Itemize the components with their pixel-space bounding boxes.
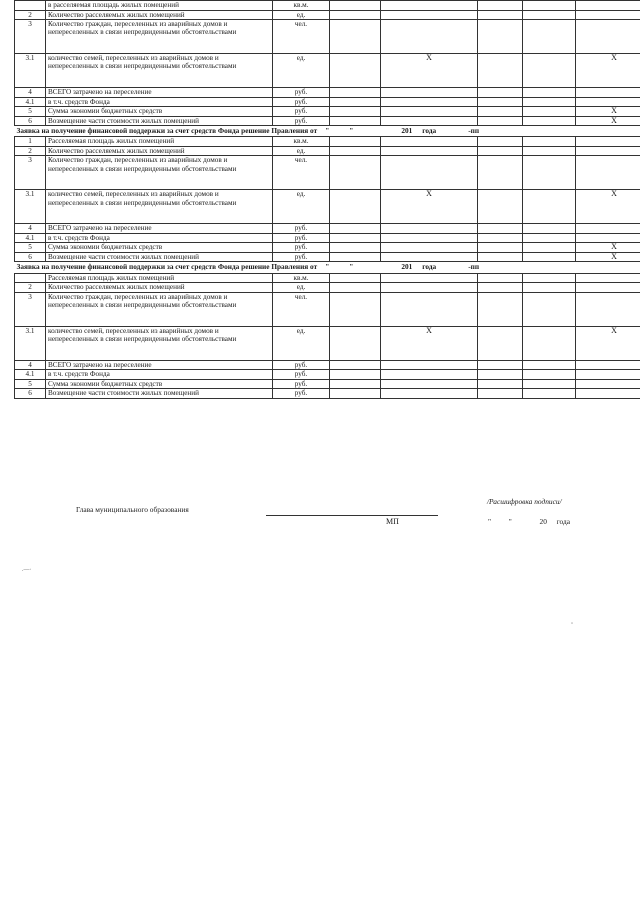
row-number: 4.1 <box>15 233 46 243</box>
row-indicator: количество семей, переселенных из аварийных домов и непереселенных в связи непредвиденными обстоятельствами <box>46 190 273 224</box>
value-cell <box>478 137 523 147</box>
value-cell: X <box>576 252 640 262</box>
row-unit: руб. <box>273 360 330 370</box>
report-table <box>14 0 640 399</box>
date-line <box>488 517 570 526</box>
row-indicator: в т.ч. средств Фонда <box>46 233 273 243</box>
row-unit: руб. <box>273 252 330 262</box>
year-prefix: 201 <box>401 262 413 272</box>
table-row <box>15 116 640 126</box>
value-cell <box>478 146 523 156</box>
row-unit: руб. <box>273 370 330 380</box>
value-cell <box>478 190 523 224</box>
row-indicator: количество семей, переселенных из аварийных домов и непереселенных в связи непредвиденными обстоятельствами <box>46 54 273 88</box>
value-cell <box>478 360 523 370</box>
value-cell <box>523 360 576 370</box>
value-cell <box>381 10 478 20</box>
value-cell: X <box>576 54 640 88</box>
value-cell <box>330 190 381 224</box>
table-row <box>15 88 640 98</box>
value-cell <box>330 146 381 156</box>
table-row <box>15 326 640 360</box>
row-unit: руб. <box>273 97 330 107</box>
row-number: 5 <box>15 379 46 389</box>
row-indicator: в т.ч. средств Фонда <box>46 97 273 107</box>
value-cell <box>523 190 576 224</box>
table-row <box>15 370 640 380</box>
value-cell <box>576 389 640 399</box>
table-row <box>15 156 640 190</box>
value-cell <box>381 88 478 98</box>
value-cell <box>576 146 640 156</box>
value-cell <box>478 326 523 360</box>
value-cell <box>381 137 478 147</box>
decision-suffix: -пп <box>468 262 480 272</box>
value-cell <box>523 97 576 107</box>
value-cell <box>330 389 381 399</box>
value-cell <box>330 107 381 117</box>
value-cell <box>576 360 640 370</box>
row-number: 2 <box>15 10 46 20</box>
value-cell <box>576 10 640 20</box>
signature-line <box>266 515 438 516</box>
value-cell <box>478 1 523 11</box>
row-indicator: ВСЕГО затрачено на переселение <box>46 360 273 370</box>
row-number: 3.1 <box>15 190 46 224</box>
value-cell <box>478 252 523 262</box>
year-word: года <box>422 126 437 135</box>
value-cell <box>330 252 381 262</box>
table-row <box>15 273 640 283</box>
table-row <box>15 137 640 147</box>
row-unit: руб. <box>273 379 330 389</box>
value-cell <box>523 273 576 283</box>
value-cell <box>381 97 478 107</box>
value-cell <box>478 107 523 117</box>
row-indicator: в т.ч. средств Фонда <box>46 370 273 380</box>
value-cell <box>478 233 523 243</box>
row-number: 5 <box>15 243 46 253</box>
value-cell <box>576 379 640 389</box>
value-cell <box>381 360 478 370</box>
row-indicator: ВСЕГО затрачено на переселение <box>46 224 273 234</box>
value-cell <box>523 54 576 88</box>
table-row <box>15 283 640 293</box>
value-cell <box>523 292 576 326</box>
row-number: 4.1 <box>15 370 46 380</box>
row-unit: руб. <box>273 243 330 253</box>
section-heading <box>15 262 640 273</box>
value-cell <box>381 389 478 399</box>
table-row <box>15 1 640 11</box>
value-cell <box>330 137 381 147</box>
row-unit: ед. <box>273 54 330 88</box>
heading-text: Заявка на получение финансовой поддержки за счет средств Фонда решение Правления от <box>16 262 318 272</box>
table-row <box>15 233 640 243</box>
section-heading-row <box>15 126 640 137</box>
row-number: 3 <box>15 292 46 326</box>
year-prefix: 201 <box>401 126 413 135</box>
decision-suffix: -пп <box>468 126 480 135</box>
value-cell <box>523 156 576 190</box>
value-cell <box>523 379 576 389</box>
value-cell <box>381 233 478 243</box>
value-cell <box>478 389 523 399</box>
value-cell <box>381 116 478 126</box>
value-cell <box>523 283 576 293</box>
table-row <box>15 190 640 224</box>
row-unit: руб. <box>273 233 330 243</box>
row-unit: кв.м. <box>273 273 330 283</box>
row-unit: кв.м. <box>273 1 330 11</box>
row-number: 5 <box>15 107 46 117</box>
row-number: 3.1 <box>15 326 46 360</box>
row-unit: ед. <box>273 326 330 360</box>
value-cell <box>478 379 523 389</box>
value-cell <box>523 1 576 11</box>
value-cell <box>576 283 640 293</box>
quote-open: " <box>325 262 330 272</box>
value-cell <box>381 283 478 293</box>
value-cell <box>523 243 576 253</box>
value-cell <box>381 146 478 156</box>
row-number: 4.1 <box>15 97 46 107</box>
table-row <box>15 20 640 54</box>
scan-mark: .—· <box>22 567 32 573</box>
value-cell <box>478 156 523 190</box>
row-unit: чел. <box>273 156 330 190</box>
row-indicator: Сумма экономии бюджетных средств <box>46 379 273 389</box>
row-number: 4 <box>15 224 46 234</box>
value-cell <box>330 156 381 190</box>
value-cell <box>381 273 478 283</box>
row-unit: чел. <box>273 20 330 54</box>
value-cell <box>523 233 576 243</box>
value-cell <box>330 370 381 380</box>
value-cell <box>478 10 523 20</box>
row-unit: ед. <box>273 283 330 293</box>
value-cell <box>330 224 381 234</box>
value-cell <box>330 1 381 11</box>
value-cell <box>576 1 640 11</box>
value-cell <box>330 54 381 88</box>
row-indicator: Сумма экономии бюджетных средств <box>46 243 273 253</box>
value-cell: X <box>576 326 640 360</box>
value-cell <box>381 20 478 54</box>
row-indicator: Возмещение части стоимости жилых помещений <box>46 389 273 399</box>
row-number: 6 <box>15 389 46 399</box>
date-year: 20 <box>539 517 547 526</box>
table-row <box>15 146 640 156</box>
row-indicator: Количество расселяемых жилых помещений <box>46 146 273 156</box>
table-row <box>15 243 640 253</box>
value-cell <box>330 379 381 389</box>
year-word: года <box>422 262 437 272</box>
table-row <box>15 54 640 88</box>
value-cell <box>576 233 640 243</box>
value-cell <box>381 156 478 190</box>
value-cell: X <box>576 190 640 224</box>
value-cell <box>381 379 478 389</box>
row-indicator: Количество расселяемых жилых помещений <box>46 283 273 293</box>
value-cell <box>478 97 523 107</box>
value-cell <box>478 88 523 98</box>
value-cell <box>330 88 381 98</box>
value-cell <box>330 10 381 20</box>
value-cell <box>576 292 640 326</box>
row-number: 3.1 <box>15 54 46 88</box>
table-row <box>15 389 640 399</box>
row-number: 6 <box>15 116 46 126</box>
value-cell: X <box>381 54 478 88</box>
value-cell <box>330 273 381 283</box>
value-cell <box>330 326 381 360</box>
date-word: года <box>556 517 570 526</box>
value-cell <box>330 233 381 243</box>
value-cell <box>381 243 478 253</box>
date-quote-close: " <box>508 517 512 526</box>
value-cell <box>576 20 640 54</box>
value-cell <box>478 243 523 253</box>
row-indicator: Сумма экономии бюджетных средств <box>46 107 273 117</box>
value-cell: X <box>381 326 478 360</box>
section-heading <box>15 126 640 137</box>
value-cell <box>576 97 640 107</box>
value-cell <box>478 54 523 88</box>
table-row <box>15 292 640 326</box>
value-cell <box>523 137 576 147</box>
row-indicator: ВСЕГО затрачено на переселение <box>46 88 273 98</box>
value-cell <box>330 292 381 326</box>
value-cell <box>523 10 576 20</box>
row-number: 4 <box>15 360 46 370</box>
row-indicator: Количество расселяемых жилых помещений <box>46 10 273 20</box>
row-unit: руб. <box>273 389 330 399</box>
row-unit: руб. <box>273 224 330 234</box>
row-indicator: Расселяемая площадь жилых помещений <box>46 273 273 283</box>
table-row <box>15 97 640 107</box>
value-cell <box>576 137 640 147</box>
row-number <box>15 273 46 283</box>
value-cell <box>381 370 478 380</box>
value-cell <box>576 273 640 283</box>
row-unit: ед. <box>273 190 330 224</box>
row-unit: кв.м. <box>273 137 330 147</box>
value-cell <box>330 20 381 54</box>
value-cell <box>523 146 576 156</box>
value-cell <box>478 20 523 54</box>
signature-decode-label: /Расшифровка подписи/ <box>487 497 562 506</box>
table-row <box>15 107 640 117</box>
value-cell <box>330 243 381 253</box>
value-cell: X <box>576 243 640 253</box>
row-number: 1 <box>15 137 46 147</box>
value-cell <box>523 107 576 117</box>
value-cell <box>576 156 640 190</box>
row-number: 2 <box>15 283 46 293</box>
table-row <box>15 379 640 389</box>
value-cell <box>576 88 640 98</box>
table-row <box>15 252 640 262</box>
value-cell <box>523 224 576 234</box>
value-cell <box>523 370 576 380</box>
value-cell <box>330 360 381 370</box>
stamp-label: МП <box>386 517 399 526</box>
value-cell: X <box>576 116 640 126</box>
row-unit: руб. <box>273 107 330 117</box>
row-indicator: в расселяемая площадь жилых помещений <box>46 1 273 11</box>
value-cell: X <box>576 107 640 117</box>
row-indicator: Количество граждан, переселенных из аварийных домов и непереселенных в связи непредвиденными обстоятельствами <box>46 292 273 326</box>
table-row <box>15 224 640 234</box>
table-row <box>15 360 640 370</box>
row-indicator: Количество граждан, переселенных из аварийных домов и непереселенных в связи непредвиденными обстоятельствами <box>46 20 273 54</box>
value-cell <box>381 224 478 234</box>
row-indicator: Возмещение части стоимости жилых помещений <box>46 116 273 126</box>
row-indicator: Расселяемая площадь жилых помещений <box>46 137 273 147</box>
date-quote-open: " <box>488 517 492 526</box>
row-number: 3 <box>15 20 46 54</box>
row-unit: руб. <box>273 88 330 98</box>
value-cell <box>523 326 576 360</box>
scan-mark: ˇ <box>571 623 573 629</box>
row-number: 2 <box>15 146 46 156</box>
row-number: 3 <box>15 156 46 190</box>
row-indicator: Возмещение части стоимости жилых помещений <box>46 252 273 262</box>
heading-text: Заявка на получение финансовой поддержки за счет средств Фонда решение Правления от <box>16 126 318 135</box>
row-unit: ед. <box>273 10 330 20</box>
value-cell <box>330 283 381 293</box>
row-number: 6 <box>15 252 46 262</box>
value-cell <box>330 97 381 107</box>
value-cell <box>381 107 478 117</box>
table-row <box>15 10 640 20</box>
value-cell <box>478 283 523 293</box>
value-cell <box>523 252 576 262</box>
row-unit: руб. <box>273 116 330 126</box>
head-title-label: Глава муниципального образования <box>76 505 189 514</box>
value-cell <box>478 224 523 234</box>
row-unit: ед. <box>273 146 330 156</box>
value-cell <box>523 20 576 54</box>
value-cell <box>381 292 478 326</box>
value-cell <box>478 116 523 126</box>
value-cell <box>523 88 576 98</box>
quote-open: " <box>325 126 330 135</box>
section-heading-row <box>15 262 640 273</box>
value-cell <box>381 1 478 11</box>
value-cell <box>523 389 576 399</box>
row-number: 4 <box>15 88 46 98</box>
value-cell <box>478 273 523 283</box>
quote-close: " <box>349 262 354 272</box>
value-cell <box>330 116 381 126</box>
row-unit: чел. <box>273 292 330 326</box>
value-cell: X <box>381 190 478 224</box>
value-cell <box>478 292 523 326</box>
quote-close: " <box>349 126 354 135</box>
row-number <box>15 1 46 11</box>
row-indicator: количество семей, переселенных из аварийных домов и непереселенных в связи непредвиденными обстоятельствами <box>46 326 273 360</box>
value-cell <box>523 116 576 126</box>
value-cell <box>576 224 640 234</box>
value-cell <box>381 252 478 262</box>
value-cell <box>576 370 640 380</box>
value-cell <box>478 370 523 380</box>
row-indicator: Количество граждан, переселенных из аварийных домов и непереселенных в связи непредвиденными обстоятельствами <box>46 156 273 190</box>
